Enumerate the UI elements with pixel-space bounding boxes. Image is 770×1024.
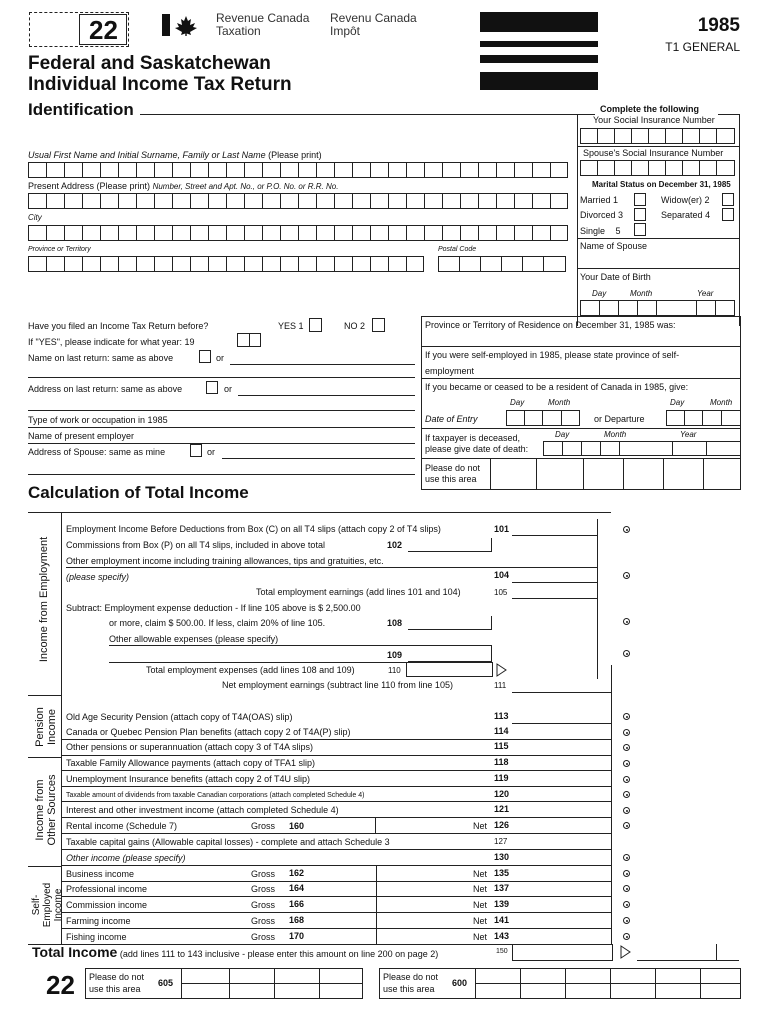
date-entry-label: Date of Entry [425, 414, 478, 424]
widower-checkbox[interactable] [722, 193, 734, 206]
filed-before-label: Have you filed an Income Tax Return before? [28, 321, 209, 331]
address-input[interactable] [28, 193, 568, 209]
or-departure-label: or Departure [594, 414, 645, 424]
address-last-return-line[interactable] [238, 395, 415, 396]
divorced-checkbox[interactable] [634, 208, 646, 221]
res-rule-1 [421, 346, 741, 347]
tick-126-icon [623, 822, 630, 829]
line-110-label: Total employment expenses (add lines 108 and 109) [146, 665, 355, 675]
side-employment-label: Income from Employment [38, 536, 50, 663]
income-heading: Calculation of Total Income [28, 483, 249, 502]
line-143-gross: Gross [251, 932, 276, 942]
separated-checkbox[interactable] [722, 208, 734, 221]
footer-do-not-use-2b: use this area [383, 984, 435, 994]
agency-en-1: Revenue Canada [216, 11, 310, 25]
footer-code-605: 605 [158, 978, 174, 988]
tick-108-icon [623, 618, 630, 625]
spouse-address-label: Address of Spouse: same as mine [28, 447, 166, 457]
line-104-code: 104 [494, 570, 510, 580]
panel-rule-1 [577, 146, 740, 147]
form-title-1: Federal and Saskatchewan [28, 53, 271, 74]
line-118-label: Taxable Family Allowance payments (attach copy of TFA1 slip) [66, 758, 315, 768]
total-right-rule [637, 960, 739, 961]
footer-600-mid [475, 983, 741, 984]
line-101-code: 101 [494, 524, 510, 534]
line-119-label: Unemployment Insurance benefits (attach copy 2 of T4U slip) [66, 774, 310, 784]
depart-month: Month [710, 398, 733, 407]
tick-143-icon [623, 933, 630, 940]
side-other-label: Income from Other Sources [34, 774, 58, 846]
line-164-code: 164 [289, 883, 305, 893]
footer-code-600: 600 [452, 978, 468, 988]
line-127-field[interactable] [62, 849, 611, 850]
line-143-net: Net [473, 932, 488, 942]
name-last-return-line-2[interactable] [28, 377, 415, 378]
widower-label: Widow(er) 2 [661, 195, 710, 205]
married-checkbox[interactable] [634, 193, 646, 206]
form-title-2: Individual Income Tax Return [28, 74, 292, 95]
deceased-label-2: please give date of death: [425, 444, 529, 454]
line-121-code: 121 [494, 804, 510, 814]
address-or: or [224, 384, 233, 394]
line-108-code: 108 [387, 618, 403, 628]
self-employed-label-2: employment [425, 366, 475, 376]
employer-line[interactable] [28, 443, 415, 444]
line-150-field[interactable] [512, 944, 613, 961]
address-same-checkbox[interactable] [206, 381, 218, 394]
line-130-label: Other income (please specify) [66, 853, 186, 863]
year-filed-input[interactable] [237, 333, 261, 347]
agency-fr-1: Revenu Canada [330, 11, 417, 25]
line-110-code: 110 [388, 666, 401, 675]
employer-label: Name of present employer [28, 431, 135, 441]
name-or: or [216, 353, 225, 363]
line-127-code: 127 [494, 837, 508, 846]
work-type-line[interactable] [28, 427, 415, 428]
id-do-not-use-1: Please do not [425, 463, 481, 473]
divorced-label: Divorced 3 [580, 210, 624, 220]
spouse-sin-input[interactable] [580, 160, 735, 176]
line-111-label: Net employment earnings (subtract line 110 from line 105) [222, 680, 453, 690]
line-102-field[interactable] [408, 538, 492, 552]
single-checkbox[interactable] [634, 223, 646, 236]
form-year: 1985 [697, 15, 740, 36]
line-111-field[interactable] [512, 692, 611, 693]
identification-rule [140, 114, 595, 115]
entry-month: Month [548, 398, 571, 407]
spouse-address-line-2[interactable] [28, 474, 415, 475]
line-170-code: 170 [289, 931, 305, 941]
sin-input[interactable] [580, 128, 735, 144]
tick-109-icon [623, 650, 630, 657]
line-118-code: 118 [494, 757, 509, 767]
line-119-code: 119 [494, 773, 509, 783]
death-date-input[interactable] [543, 441, 741, 456]
line-120-code: 120 [494, 789, 510, 799]
line-139-net: Net [473, 900, 488, 910]
line-104-label-b: (please specify) [66, 572, 130, 582]
spouse-sin-label: Spouse's Social Insurance Number [583, 148, 724, 158]
tick-101-icon [623, 526, 630, 533]
tick-114-icon [623, 729, 630, 736]
line-115-field[interactable] [62, 755, 611, 756]
dob-day: Day [592, 289, 607, 298]
barcode-block-4 [480, 72, 598, 90]
line-126-net: Net [473, 821, 488, 831]
line-135-field[interactable] [62, 881, 611, 882]
line-111-code: 111 [494, 681, 507, 690]
line-137-gross: Gross [251, 884, 276, 894]
gross-col-line [376, 866, 377, 945]
line-102-label: Commissions from Box (P) on all T4 slips, included in above total [66, 540, 325, 550]
line-113-field[interactable] [512, 723, 611, 724]
line-115-code: 115 [494, 741, 509, 751]
line-130-code: 130 [494, 852, 510, 862]
line-139-code: 139 [494, 899, 510, 909]
name-input[interactable] [28, 162, 568, 178]
line-127-label: Taxable capital gains (Allowable capital losses) - complete and attach Schedule 3 [66, 837, 390, 847]
line-108-label-b: or more, claim $ 500.00. If less, claim 20% of line 105. [109, 618, 326, 628]
tick-135-icon [623, 870, 630, 877]
departure-date-input[interactable] [666, 410, 741, 426]
footer-do-not-use-1b: use this area [89, 984, 141, 994]
tick-113-icon [623, 713, 630, 720]
line-105-code: 105 [494, 588, 508, 597]
line-139-label: Commission income [66, 900, 148, 910]
line-160-code: 160 [289, 821, 305, 831]
province-residence-label: Province or Territory of Residence on December 31, 1985 was: [425, 320, 676, 330]
line-139-field[interactable] [62, 912, 611, 913]
line-141-code: 141 [494, 915, 510, 925]
city-label: City [28, 213, 42, 222]
dob-month: Month [630, 289, 653, 298]
line-108-label-a: Subtract: Employment expense deduction - If line 105 above is $ 2,500.00 [66, 603, 361, 613]
marital-status-label: Marital Status on December 31, 1985 [592, 180, 731, 189]
death-year: Year [680, 430, 697, 439]
line-115-label: Other pensions or superannuation (attach copy 3 of T4A slips) [66, 742, 313, 752]
city-input[interactable] [28, 225, 568, 241]
spouse-name-label: Name of Spouse [580, 241, 648, 251]
line-119-field[interactable] [62, 786, 611, 787]
line-114-field[interactable] [62, 739, 611, 740]
line-143-label: Fishing income [66, 932, 127, 942]
line-118-field[interactable] [62, 770, 611, 771]
res-rule-2 [421, 378, 741, 379]
line-109-rule-2 [109, 662, 408, 663]
became-resident-label: If you became or ceased to be a resident of Canada in 1985, give: [425, 382, 689, 392]
barcode-block-2 [480, 41, 598, 47]
tick-120-icon [623, 791, 630, 798]
line-104-rule [66, 567, 597, 568]
complete-following: Complete the following [600, 104, 699, 114]
separated-label: Separated 4 [661, 210, 711, 220]
line-126-code: 126 [494, 820, 510, 830]
married-label: Married 1 [580, 195, 619, 205]
line-104-field[interactable] [512, 582, 597, 583]
line-141-gross: Gross [251, 916, 276, 926]
entry-date-input[interactable] [506, 410, 580, 426]
amount-col-line [597, 519, 598, 679]
side-self-label: Self- Employed Income [31, 882, 64, 928]
line-109-code: 109 [387, 650, 403, 660]
line-141-field[interactable] [62, 928, 611, 929]
line-141-net: Net [473, 916, 488, 926]
line-109-label: Other allowable expenses (please specify) [109, 634, 279, 644]
line-101-label: Employment Income Before Deductions from Box (C) on all T4 slips (attach copy 2 of T4 slips) [66, 524, 441, 534]
depart-day: Day [670, 398, 685, 407]
no-checkbox[interactable] [372, 318, 385, 332]
line-126-field[interactable] [62, 833, 611, 834]
line-120-field[interactable] [62, 801, 611, 802]
panel-rule-3 [577, 268, 740, 269]
identification-heading: Identification [28, 100, 134, 119]
line-110-field[interactable] [406, 662, 493, 677]
address-label: Present Address (Please print) Number, Street and Apt. No., or P.O. No. or R.R. No. [28, 181, 339, 191]
income-top-rule [28, 512, 611, 513]
line-135-label: Business income [66, 869, 135, 879]
form-number: 22 [89, 15, 118, 45]
line-137-field[interactable] [62, 896, 611, 897]
agency-en-2: Taxation [216, 24, 261, 38]
line-150-code: 150 [496, 948, 508, 955]
line-166-code: 166 [289, 899, 305, 909]
arrow-right-icon-150 [620, 945, 632, 964]
line-105-field[interactable] [512, 598, 597, 599]
tick-115-icon [623, 744, 630, 751]
line-113-code: 113 [494, 711, 509, 721]
line-114-label: Canada or Quebec Pension Plan benefits (attach copy 2 of T4A(P) slip) [66, 727, 351, 737]
deceased-label-1: If taxpayer is deceased, [425, 433, 521, 443]
line-135-gross: Gross [251, 869, 276, 879]
amount-col-line-2 [611, 665, 612, 960]
address-last-return-line-2[interactable] [28, 410, 415, 411]
panel-rule-2 [577, 238, 740, 239]
res-rule-3 [421, 428, 741, 429]
line-168-code: 168 [289, 915, 305, 925]
line-105-label: Total employment earnings (add lines 101 and 104) [256, 587, 461, 597]
arrow-right-icon-110 [496, 663, 508, 682]
sin-label: Your Social Insurance Number [593, 115, 715, 125]
line-137-label: Professional income [66, 884, 148, 894]
tick-104-icon [623, 572, 630, 579]
line-139-gross: Gross [251, 900, 276, 910]
line-141-label: Farming income [66, 916, 131, 926]
line-114-code: 114 [494, 726, 509, 736]
dob-year: Year [697, 289, 714, 298]
line-120-label: Taxable amount of dividends from taxable Canadian corporations (attach completed Schedule 4) [66, 792, 365, 799]
name-same-checkbox[interactable] [199, 350, 211, 363]
line-137-net: Net [473, 884, 488, 894]
no-label: NO 2 [344, 321, 366, 331]
yes-label: YES 1 [278, 321, 304, 331]
line-135-code: 135 [494, 868, 510, 878]
canada-flag-icon [162, 14, 200, 41]
name-last-return-label: Name on last return: same as above [28, 353, 174, 363]
page-number: 22 [46, 970, 75, 1000]
id-do-not-use-2: use this area [425, 474, 477, 484]
agency-fr-2: Impôt [330, 24, 361, 38]
death-day: Day [555, 430, 570, 439]
if-yes-year-label: If "YES", please indicate for what year: 19 [28, 337, 195, 347]
spouse-address-or: or [207, 447, 216, 457]
spouse-address-checkbox[interactable] [190, 444, 202, 457]
entry-day: Day [510, 398, 525, 407]
name-label: Usual First Name and Initial Surname, Family or Last Name (Please print) [28, 150, 322, 160]
dob-label: Your Date of Birth [580, 272, 651, 282]
tick-118-icon [623, 760, 630, 767]
line-108-field[interactable] [408, 616, 492, 630]
tick-121-icon [623, 807, 630, 814]
address-last-return-label: Address on last return: same as above [28, 384, 183, 394]
tick-130-icon [623, 854, 630, 861]
line-121-label: Interest and other investment income (attach completed Schedule 4) [66, 805, 339, 815]
self-employed-label-1: If you were self-employed in 1985, please state province of self- [425, 350, 680, 360]
yes-checkbox[interactable] [309, 318, 322, 332]
form-type: T1 GENERAL [665, 40, 740, 54]
work-type-label: Type of work or occupation in 1985 [28, 415, 168, 425]
line-143-code: 143 [494, 931, 510, 941]
line-104-label-a: Other employment income including training allowances, tips and gratuities, etc. [66, 556, 384, 566]
total-right-tick [716, 944, 717, 960]
tick-139-icon [623, 901, 630, 908]
line-137-code: 137 [494, 883, 510, 893]
tick-119-icon [623, 776, 630, 783]
barcode-block-3 [480, 55, 598, 63]
dob-input[interactable] [580, 300, 735, 316]
name-last-return-line[interactable] [230, 364, 415, 365]
line-135-net: Net [473, 869, 488, 879]
id-office-use-grid [490, 458, 741, 490]
footer-do-not-use-2a: Please do not [383, 972, 439, 982]
line-109-field[interactable] [408, 646, 492, 662]
death-month: Month [604, 430, 627, 439]
line-160-field[interactable] [308, 817, 376, 833]
province-input[interactable] [28, 256, 424, 272]
footer-do-not-use-1a: Please do not [89, 972, 145, 982]
tick-141-icon [623, 917, 630, 924]
postal-label: Postal Code [438, 246, 477, 253]
line-102-code: 102 [387, 540, 403, 550]
province-label: Province or Territory [28, 246, 91, 253]
footer-605-mid [181, 983, 363, 984]
tick-137-icon [623, 885, 630, 892]
spouse-address-line[interactable] [222, 458, 415, 459]
single-label: Single 5 [580, 226, 621, 236]
line-162-code: 162 [289, 868, 305, 878]
barcode-block-1 [480, 12, 598, 32]
line-101-field[interactable] [512, 535, 597, 536]
line-126-gross: Gross [251, 821, 276, 831]
postal-code-input[interactable] [438, 256, 566, 272]
side-pension-label: Pension Income [34, 707, 58, 747]
total-income-row: Total Income (add lines 111 to 143 inclusive - please enter this amount on line 200 on page 2) [32, 944, 439, 960]
line-130-field[interactable] [62, 865, 611, 866]
line-126-label: Rental income (Schedule 7) [66, 821, 178, 831]
line-113-label: Old Age Security Pension (attach copy of T4A(OAS) slip) [66, 712, 293, 722]
